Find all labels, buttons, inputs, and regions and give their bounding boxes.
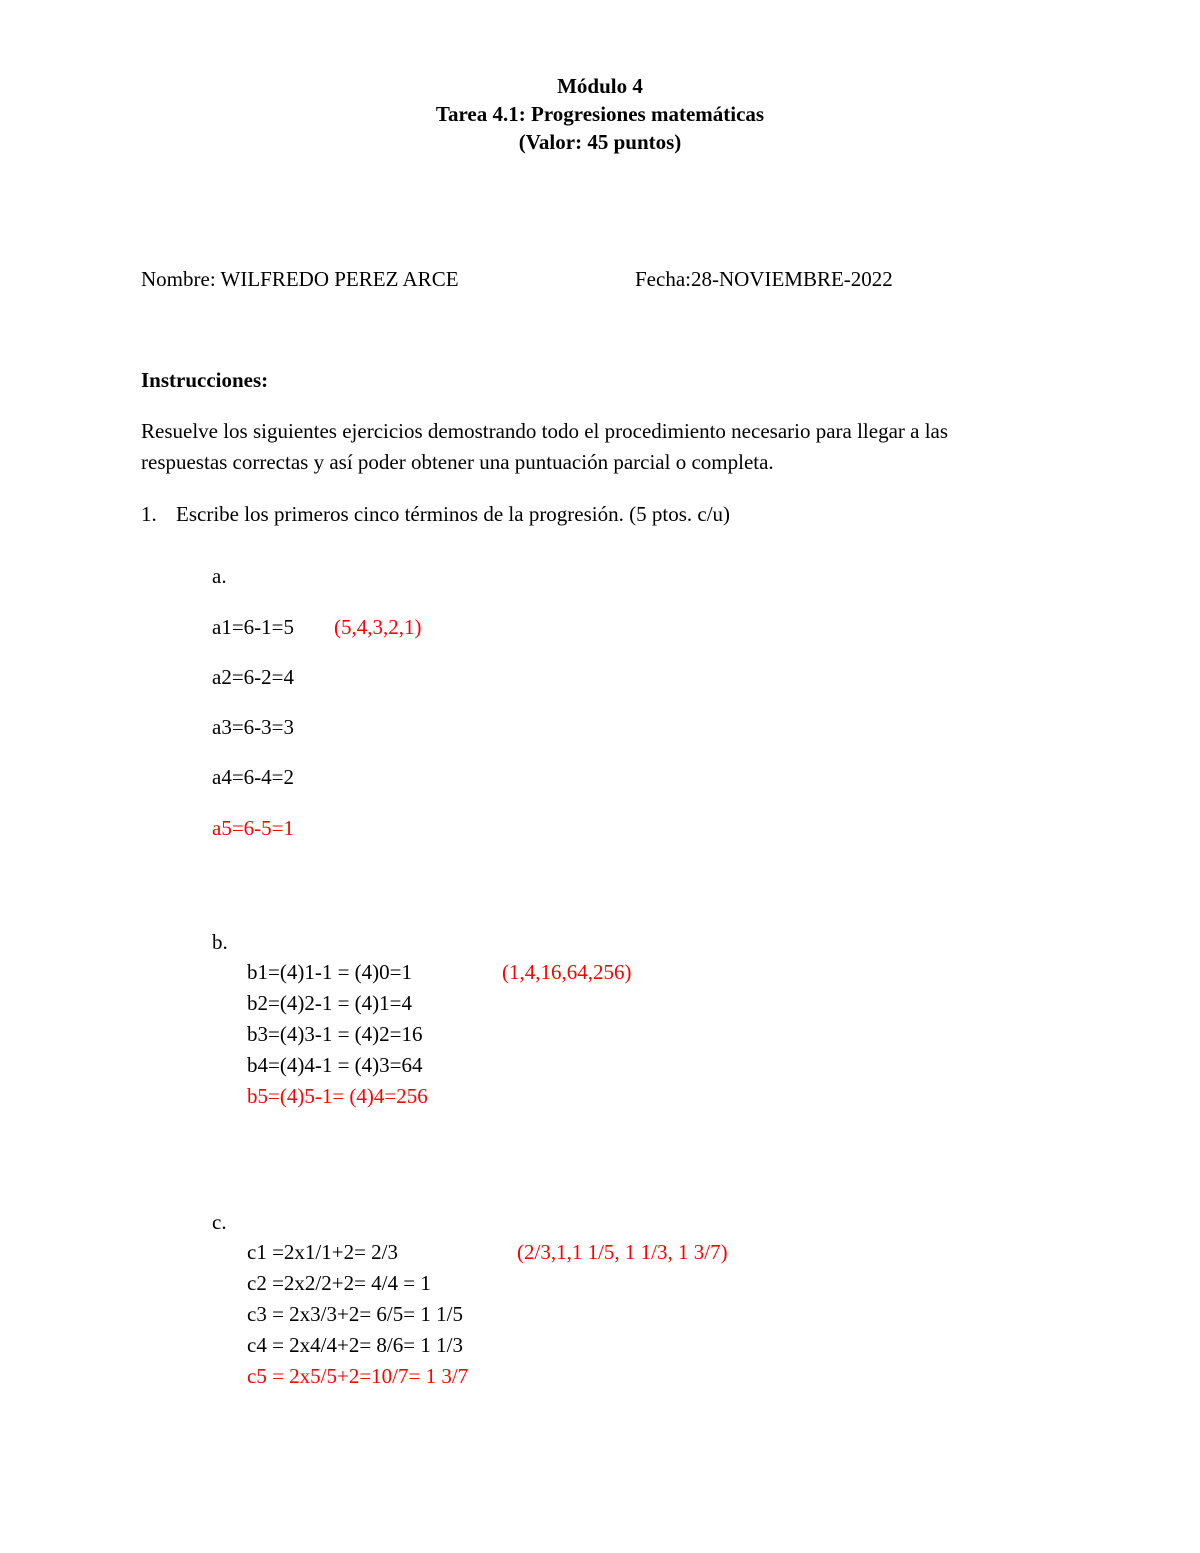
part-c-line-3: c3 = 2x3/3+2= 6/5= 1 1/5 (247, 1302, 463, 1326)
part-c-line-1: c1 =2x1/1+2= 2/3 (247, 1240, 399, 1264)
part-a-line-1: a1=6-1=5 (212, 615, 295, 639)
part-b-line-4: b4=(4)4-1 = (4)3=64 (247, 1053, 423, 1077)
task-value: (Valor: 45 puntos) (518, 130, 682, 154)
part-c-line-4: c4 = 2x4/4+2= 8/6= 1 1/3 (247, 1333, 463, 1357)
part-a-answer: (5,4,3,2,1) (334, 615, 422, 639)
question-text: Escribe los primeros cinco términos de la progresión. (5 ptos. c/u) (176, 502, 731, 526)
part-b-line-1: b1=(4)1-1 = (4)0=1 (247, 960, 412, 984)
part-b-line-2: b2=(4)2-1 = (4)1=4 (247, 991, 412, 1015)
part-c-line-5: c5 = 2x5/5+2=10/7= 1 3/7 (247, 1364, 469, 1388)
part-a-line-5: a5=6-5=1 (212, 816, 295, 840)
part-a-line-3: a3=6-3=3 (212, 715, 295, 739)
part-b-line-5: b5=(4)5-1= (4)4=256 (247, 1084, 428, 1108)
task-title: Tarea 4.1: Progresiones matemáticas (435, 102, 765, 126)
part-a-line-2: a2=6-2=4 (212, 665, 295, 689)
question-number: 1. (141, 502, 157, 526)
part-c-label: c. (212, 1210, 227, 1234)
instructions-line-1: Resuelve los siguientes ejercicios demostrando todo el procedimiento necesario para llegar a las (141, 419, 949, 443)
part-a-label: a. (212, 564, 227, 588)
part-c-answer: (2/3,1,1 1/5, 1 1/3, 1 3/7) (517, 1240, 728, 1264)
module-title: Módulo 4 (557, 74, 643, 98)
part-b-label: b. (212, 930, 228, 954)
part-a-line-4: a4=6-4=2 (212, 765, 295, 789)
part-b-line-3: b3=(4)3-1 = (4)2=16 (247, 1022, 423, 1046)
instructions-heading: Instrucciones: (141, 368, 269, 392)
submission-date: Fecha:28-NOVIEMBRE-2022 (635, 267, 893, 291)
part-c-line-2: c2 =2x2/2+2= 4/4 = 1 (247, 1271, 431, 1295)
part-b-answer: (1,4,16,64,256) (502, 960, 632, 984)
student-name: Nombre: WILFREDO PEREZ ARCE (141, 267, 459, 291)
instructions-line-2: respuestas correctas y así poder obtener una puntuación parcial o completa. (141, 450, 774, 474)
